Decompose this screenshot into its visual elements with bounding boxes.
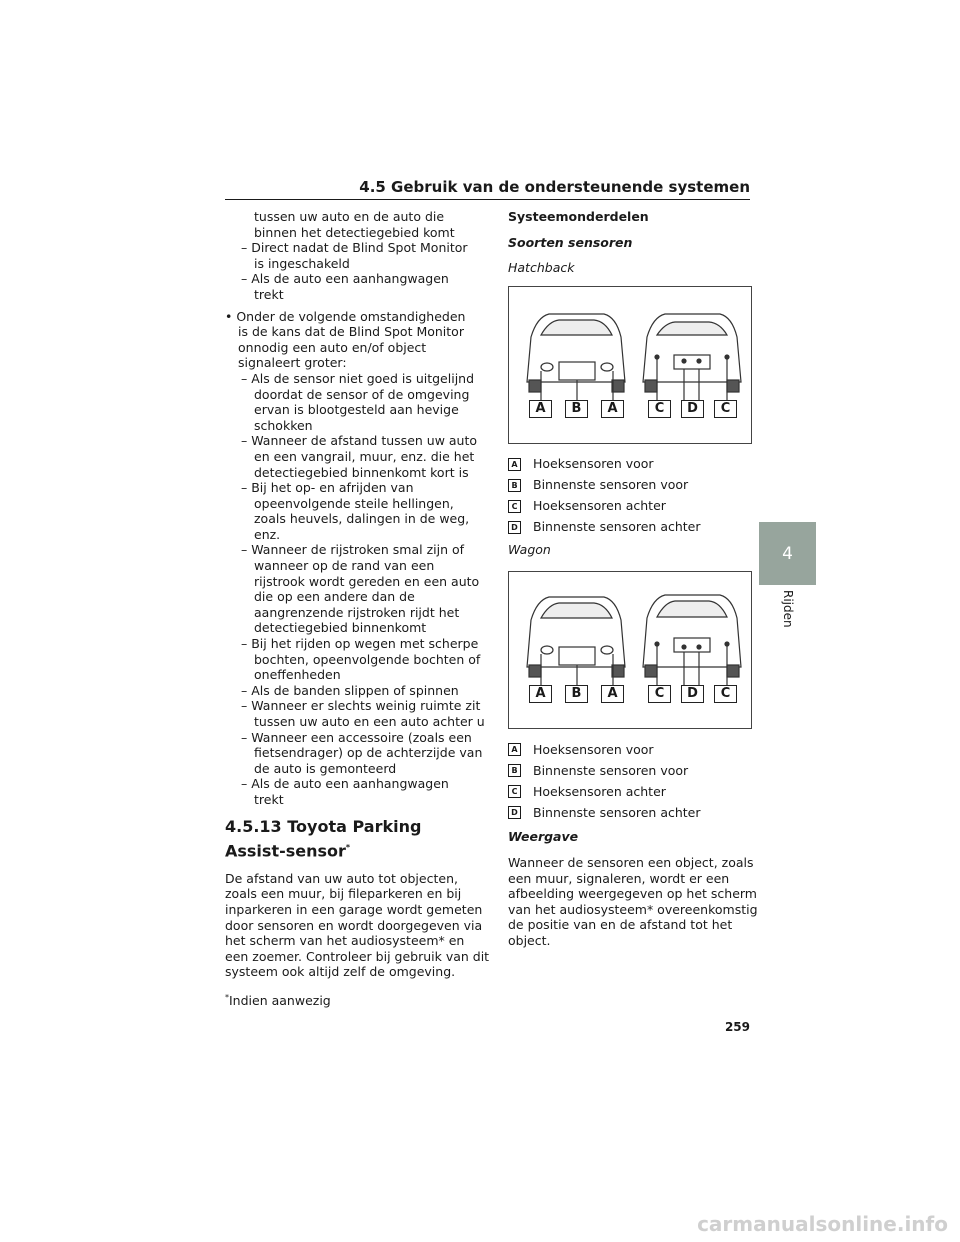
- legend-item: [508, 760, 752, 781]
- figure-label-d: D: [681, 400, 704, 418]
- legend-key: B: [508, 479, 521, 492]
- hatchback-figure: [508, 286, 752, 444]
- legend-text: Binnenste sensoren voor: [533, 763, 689, 779]
- text-line: schokken: [254, 417, 313, 433]
- figure-label-c: C: [648, 400, 671, 418]
- text-line: en een vangrail, muur, enz. die het: [254, 448, 475, 464]
- text-line: oneffenheden: [254, 667, 341, 683]
- text-line: aangrenzende rijstroken rijdt het: [254, 604, 460, 620]
- text-line: afbeelding weergegeven op het scherm: [508, 886, 757, 902]
- text-line: – Bij het op- en afrijden van: [241, 480, 414, 496]
- text-line: tussen uw auto en een auto achter u: [254, 714, 485, 729]
- text-line: – Bij het rijden op wegen met scherpe: [241, 636, 479, 652]
- text-line: – Direct nadat de Blind Spot Monitor: [241, 240, 468, 256]
- text-line: een zoemer. Controleer bij gebruik van dit: [225, 948, 490, 964]
- text-line: object.: [508, 932, 551, 948]
- wagon-car-illustration: [509, 572, 751, 728]
- text-line: is de kans dat de Blind Spot Monitor: [238, 324, 464, 340]
- legend-item: [508, 802, 752, 823]
- text-line: het scherm van het audiosysteem* en: [225, 933, 465, 949]
- text-line: inparkeren in een garage wordt gemeten: [225, 902, 483, 918]
- legend-item: [508, 517, 752, 538]
- text-line: opeenvolgende steile hellingen,: [254, 495, 454, 511]
- text-line: signaleert groter:: [238, 355, 347, 371]
- legend-item: [508, 781, 752, 802]
- figure-label-c: C: [714, 400, 737, 418]
- legend-key: A: [508, 743, 521, 756]
- text-line: onnodig een auto en/of object: [238, 339, 427, 355]
- text-line: – Wanneer de rijstroken smal zijn of: [241, 542, 465, 558]
- legend-text: Binnenste sensoren achter: [533, 805, 701, 821]
- text-line: – Als de auto een aanhangwagen: [241, 271, 449, 287]
- section-heading-line1: 4.5.13 Toyota Parking: [225, 816, 422, 836]
- footnote-text: Indien aanwezig: [229, 993, 331, 1009]
- legend-text: Hoeksensoren achter: [533, 498, 666, 514]
- text-line: bochten, opeenvolgende bochten of: [254, 651, 481, 667]
- text-line: ervan is blootgesteld aan hevige: [254, 402, 459, 418]
- legend-key: D: [508, 521, 521, 534]
- wagon-legend: [508, 739, 752, 823]
- section-heading-sup: *: [345, 842, 351, 852]
- legend-text: Hoeksensoren voor: [533, 456, 654, 472]
- figure-label-c: C: [648, 685, 671, 703]
- text-line: doordat de sensor of de omgeving: [254, 386, 470, 402]
- chapter-label: Rijden: [781, 590, 795, 628]
- text-line: De afstand van uw auto tot objecten,: [225, 870, 458, 886]
- weergave-body: [508, 854, 758, 949]
- legend-text: Hoeksensoren achter: [533, 784, 666, 800]
- text-line: – Als de auto een aanhangwagen: [241, 776, 449, 792]
- chapter-number: 4: [782, 543, 793, 564]
- text-line: de auto is gemonteerd: [254, 760, 397, 776]
- bullet-list: [225, 308, 485, 808]
- text-line: zoals een muur, bij fileparkeren en bij: [225, 886, 462, 902]
- legend-item: [508, 454, 752, 475]
- figure-label-a: A: [601, 685, 624, 703]
- text-line: Wanneer de sensoren een object, zoals: [508, 854, 754, 870]
- text-line: van het audiosysteem* overeenkomstig: [508, 901, 758, 917]
- legend-key: C: [508, 785, 521, 798]
- section-heading-line2: Assist-sensor: [225, 840, 346, 860]
- section-heading: [225, 816, 477, 861]
- legend-item: [508, 496, 752, 517]
- footnote: [225, 990, 477, 1009]
- legend-item: [508, 739, 752, 760]
- text-line: tussen uw auto en de auto die: [254, 209, 445, 224]
- right-column: [508, 209, 758, 949]
- legend-key: B: [508, 764, 521, 777]
- figure-label-c: C: [714, 685, 737, 703]
- text-line: de positie van en de afstand tot het: [508, 917, 733, 933]
- text-line: systeem ook altijd zelf de omgeving.: [225, 964, 456, 980]
- figure-label-a: A: [601, 400, 624, 418]
- figure-label-a: A: [529, 685, 552, 703]
- legend-text: Binnenste sensoren achter: [533, 519, 701, 535]
- left-column: [225, 209, 490, 1009]
- wagon-label: Wagon: [508, 541, 551, 557]
- text-line: detectiegebied binnenkomt: [254, 620, 427, 636]
- chapter-tab: [759, 522, 816, 585]
- legend-key: C: [508, 500, 521, 513]
- text-line: • Onder de volgende omstandigheden: [225, 308, 466, 324]
- hatchback-legend: [508, 454, 752, 538]
- text-line: wanneer op de rand van een: [254, 558, 435, 574]
- legend-text: Hoeksensoren voor: [533, 742, 654, 758]
- text-line: zoals heuvels, dalingen in de weg,: [254, 511, 470, 527]
- running-header: 4.5 Gebruik van de ondersteunende systemen: [359, 178, 750, 196]
- legend-key: D: [508, 806, 521, 819]
- legend-key: A: [508, 458, 521, 471]
- wagon-figure: [508, 571, 752, 729]
- text-line: detectiegebied binnenkomt kort is: [254, 464, 469, 480]
- weergave-heading: Weergave: [508, 829, 579, 845]
- text-line: – Wanneer er slechts weinig ruimte zit: [241, 698, 481, 714]
- section-body: [225, 870, 490, 980]
- text-line: – Als de banden slippen of spinnen: [241, 682, 459, 698]
- figure-label-b: B: [565, 685, 588, 703]
- figure-label-b: B: [565, 400, 588, 418]
- header-rule: [225, 199, 750, 200]
- text-line: – Als de sensor niet goed is uitgelijnd: [241, 370, 475, 386]
- hatchback-car-illustration: [509, 287, 751, 443]
- text-line: – Wanneer een accessoire (zoals een: [241, 729, 472, 745]
- text-line: fietsendrager) op de achterzijde van: [254, 745, 483, 761]
- watermark: carmanualsonline.info: [697, 1212, 948, 1236]
- figure-label-d: D: [681, 685, 704, 703]
- text-line: door sensoren en wordt doorgegeven via: [225, 917, 483, 933]
- systeemonderdelen-heading: Systeemonderdelen: [508, 209, 649, 224]
- legend-item: [508, 475, 752, 496]
- text-line: rijstrook wordt gereden en een auto: [254, 573, 480, 589]
- text-line: trekt: [254, 791, 284, 807]
- text-line: is ingeschakeld: [254, 255, 350, 271]
- text-line: trekt: [254, 286, 284, 302]
- text-line: binnen het detectiegebied komt: [254, 224, 455, 240]
- text-line: die op een andere dan de: [254, 589, 415, 605]
- soorten-sensoren-heading: Soorten sensoren: [508, 234, 633, 250]
- hatchback-label: Hatchback: [508, 260, 575, 276]
- text-line: een muur, signaleren, wordt er een: [508, 870, 730, 886]
- figure-label-a: A: [529, 400, 552, 418]
- legend-text: Binnenste sensoren voor: [533, 477, 689, 493]
- continuation-list: [225, 209, 477, 303]
- text-line: enz.: [254, 526, 281, 542]
- text-line: – Wanneer de afstand tussen uw auto: [241, 433, 478, 449]
- page-number: 259: [724, 1020, 750, 1034]
- footnote-mark: *: [225, 993, 229, 1003]
